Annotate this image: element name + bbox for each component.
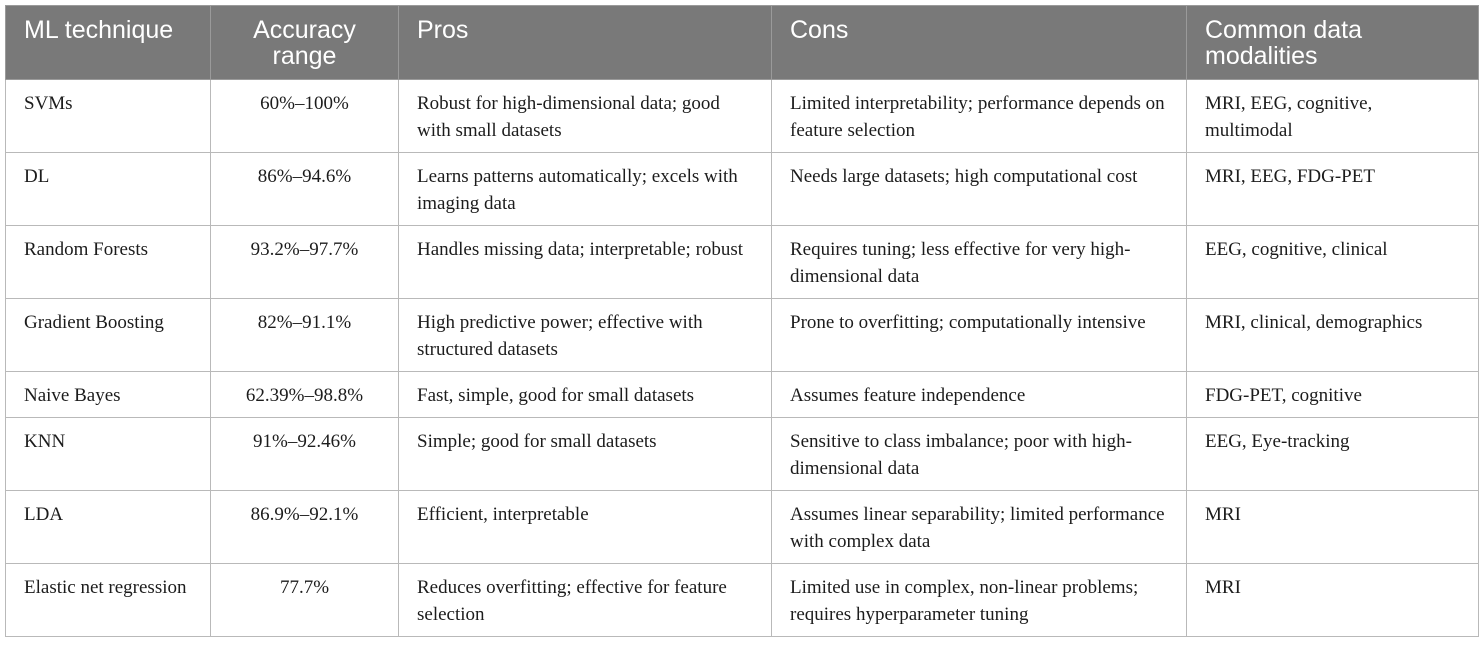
ml-techniques-table: [5, 5, 1479, 637]
cell-cons: Sensitive to class imbalance; poor with high-dimensional data: [772, 418, 1187, 491]
cell-pros: Efficient, interpretable: [399, 491, 772, 564]
cell-accuracy: 91%–92.46%: [211, 418, 399, 491]
table-row: [6, 299, 1479, 372]
cell-technique: Random Forests: [6, 226, 211, 299]
cell-technique: LDA: [6, 491, 211, 564]
cell-accuracy: 82%–91.1%: [211, 299, 399, 372]
cell-modalities: EEG, Eye-tracking: [1187, 418, 1479, 491]
cell-accuracy: 86.9%–92.1%: [211, 491, 399, 564]
table-row: [6, 491, 1479, 564]
cell-cons: Prone to overfitting; computationally intensive: [772, 299, 1187, 372]
cell-pros: Robust for high-dimensional data; good with small datasets: [399, 80, 772, 153]
cell-accuracy: 77.7%: [211, 564, 399, 637]
cell-technique: Naive Bayes: [6, 372, 211, 418]
table-row: [6, 564, 1479, 637]
cell-cons: Limited use in complex, non-linear problems; requires hyperparameter tuning: [772, 564, 1187, 637]
cell-pros: High predictive power; effective with structured datasets: [399, 299, 772, 372]
cell-cons: Assumes linear separability; limited performance with complex data: [772, 491, 1187, 564]
cell-modalities: MRI: [1187, 491, 1479, 564]
table-row: [6, 226, 1479, 299]
cell-pros: Learns patterns automatically; excels with imaging data: [399, 153, 772, 226]
cell-pros: Handles missing data; interpretable; robust: [399, 226, 772, 299]
table-header: [6, 6, 1479, 80]
cell-technique: DL: [6, 153, 211, 226]
header-ml-technique: ML technique: [6, 6, 211, 80]
header-common-data-modalities: Common data modalities: [1187, 6, 1479, 80]
cell-modalities: MRI, EEG, FDG-PET: [1187, 153, 1479, 226]
cell-cons: Needs large datasets; high computational cost: [772, 153, 1187, 226]
cell-cons: Requires tuning; less effective for very high-dimensional data: [772, 226, 1187, 299]
cell-cons: Assumes feature independence: [772, 372, 1187, 418]
cell-cons: Limited interpretability; performance depends on feature selection: [772, 80, 1187, 153]
cell-modalities: EEG, cognitive, clinical: [1187, 226, 1479, 299]
table-body: [6, 80, 1479, 637]
table-row: [6, 80, 1479, 153]
table-row: [6, 372, 1479, 418]
header-pros: Pros: [399, 6, 772, 80]
cell-pros: Reduces overfitting; effective for feature selection: [399, 564, 772, 637]
cell-technique: KNN: [6, 418, 211, 491]
cell-pros: Simple; good for small datasets: [399, 418, 772, 491]
header-cons: Cons: [772, 6, 1187, 80]
table-row: [6, 418, 1479, 491]
header-accuracy-range: Accuracy range: [211, 6, 399, 80]
cell-accuracy: 62.39%–98.8%: [211, 372, 399, 418]
cell-pros: Fast, simple, good for small datasets: [399, 372, 772, 418]
cell-accuracy: 93.2%–97.7%: [211, 226, 399, 299]
cell-technique: Gradient Boosting: [6, 299, 211, 372]
cell-technique: Elastic net regression: [6, 564, 211, 637]
cell-accuracy: 86%–94.6%: [211, 153, 399, 226]
cell-modalities: MRI: [1187, 564, 1479, 637]
cell-modalities: FDG-PET, cognitive: [1187, 372, 1479, 418]
ml-techniques-table-wrapper: [5, 5, 1478, 637]
cell-modalities: MRI, EEG, cognitive, multimodal: [1187, 80, 1479, 153]
cell-accuracy: 60%–100%: [211, 80, 399, 153]
cell-technique: SVMs: [6, 80, 211, 153]
cell-modalities: MRI, clinical, demographics: [1187, 299, 1479, 372]
table-row: [6, 153, 1479, 226]
header-row: [6, 6, 1479, 80]
